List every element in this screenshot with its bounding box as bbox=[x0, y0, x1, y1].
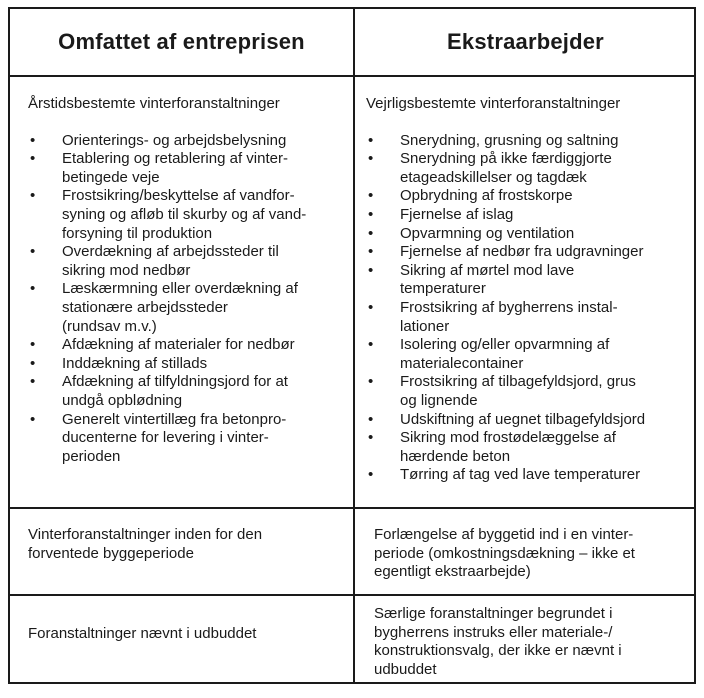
list-item: • Overdækning af arbejdssteder til sikring mod nedbør bbox=[28, 243, 350, 280]
row1-left-intro: Årstidsbestemte vinterforanstaltninger bbox=[28, 95, 280, 112]
list-item: • Frostsikring/beskyttelse af vandfor- syning og afløb til skurby og af vand- forsyning til produktion bbox=[28, 187, 350, 243]
list-item: • Fjernelse af nedbør fra udgravninger bbox=[366, 243, 698, 262]
row-divider-2 bbox=[10, 594, 694, 596]
row1-left-list bbox=[28, 132, 350, 467]
list-item: • Opbrydning af frostskorpe bbox=[366, 187, 698, 206]
list-item: • Frostsikring af bygherrens instal- lationer bbox=[366, 299, 698, 336]
list-item: • Tørring af tag ved lave temperaturer bbox=[366, 466, 698, 485]
list-item: • Afdækning af materialer for nedbør bbox=[28, 336, 350, 355]
header-ekstraarbejder: Ekstraarbejder bbox=[447, 29, 604, 54]
list-item: • Isolering og/eller opvarmning af materialecontainer bbox=[366, 336, 698, 373]
list-item: • Orienterings- og arbejdsbelysning bbox=[28, 132, 350, 151]
row3-right-text: Særlige foranstaltninger begrundet i bygherrens instruks eller materiale-/ konstruktionsvalg, der ikke er nævnt i udbuddet bbox=[374, 605, 622, 678]
column-divider bbox=[353, 9, 355, 682]
list-item: • Udskiftning af uegnet tilbagefyldsjord bbox=[366, 411, 698, 430]
list-item: • Inddækning af stillads bbox=[28, 355, 350, 374]
row2-right-text: Forlængelse af byggetid ind i en vinter- periode (omkostningsdækning – ikke et egentligt ekstraarbejde) bbox=[374, 526, 635, 581]
row1-right-cell bbox=[366, 95, 698, 485]
list-item: • Snerydning, grusning og saltning bbox=[366, 132, 698, 151]
row3-left-text: Foranstaltninger nævnt i udbuddet bbox=[28, 625, 257, 642]
list-item: • Snerydning på ikke færdiggjorte etageadskillelser og tagdæk bbox=[366, 150, 698, 187]
row-divider-1 bbox=[10, 507, 694, 509]
row1-right-intro: Vejrligsbestemte vinterforanstaltninger bbox=[366, 95, 621, 112]
list-item: • Etablering og retablering af vinter- betingede veje bbox=[28, 150, 350, 187]
list-item: • Opvarmning og ventilation bbox=[366, 225, 698, 244]
list-item: • Læskærmning eller overdækning af stationære arbejdssteder (rundsav m.v.) bbox=[28, 280, 350, 336]
list-item: • Sikring af mørtel mod lave temperaturer bbox=[366, 262, 698, 299]
list-item: • Fjernelse af islag bbox=[366, 206, 698, 225]
row1-left-cell bbox=[28, 95, 350, 466]
header-omfattet: Omfattet af entreprisen bbox=[58, 29, 305, 54]
list-item: • Afdækning af tilfyldningsjord for at undgå opblødning bbox=[28, 373, 350, 410]
list-item: • Generelt vintertillæg fra betonpro- ducenterne for levering i vinter- perioden bbox=[28, 411, 350, 467]
header-divider bbox=[10, 75, 694, 77]
comparison-table bbox=[8, 7, 696, 684]
row2-left-text: Vinterforanstaltninger inden for den forventede byggeperiode bbox=[28, 526, 263, 562]
list-item: • Frostsikring af tilbagefyldsjord, grus og lignende bbox=[366, 373, 698, 410]
list-item: • Sikring mod frostødelæggelse af hærdende beton bbox=[366, 429, 698, 466]
row1-right-list bbox=[366, 132, 698, 485]
